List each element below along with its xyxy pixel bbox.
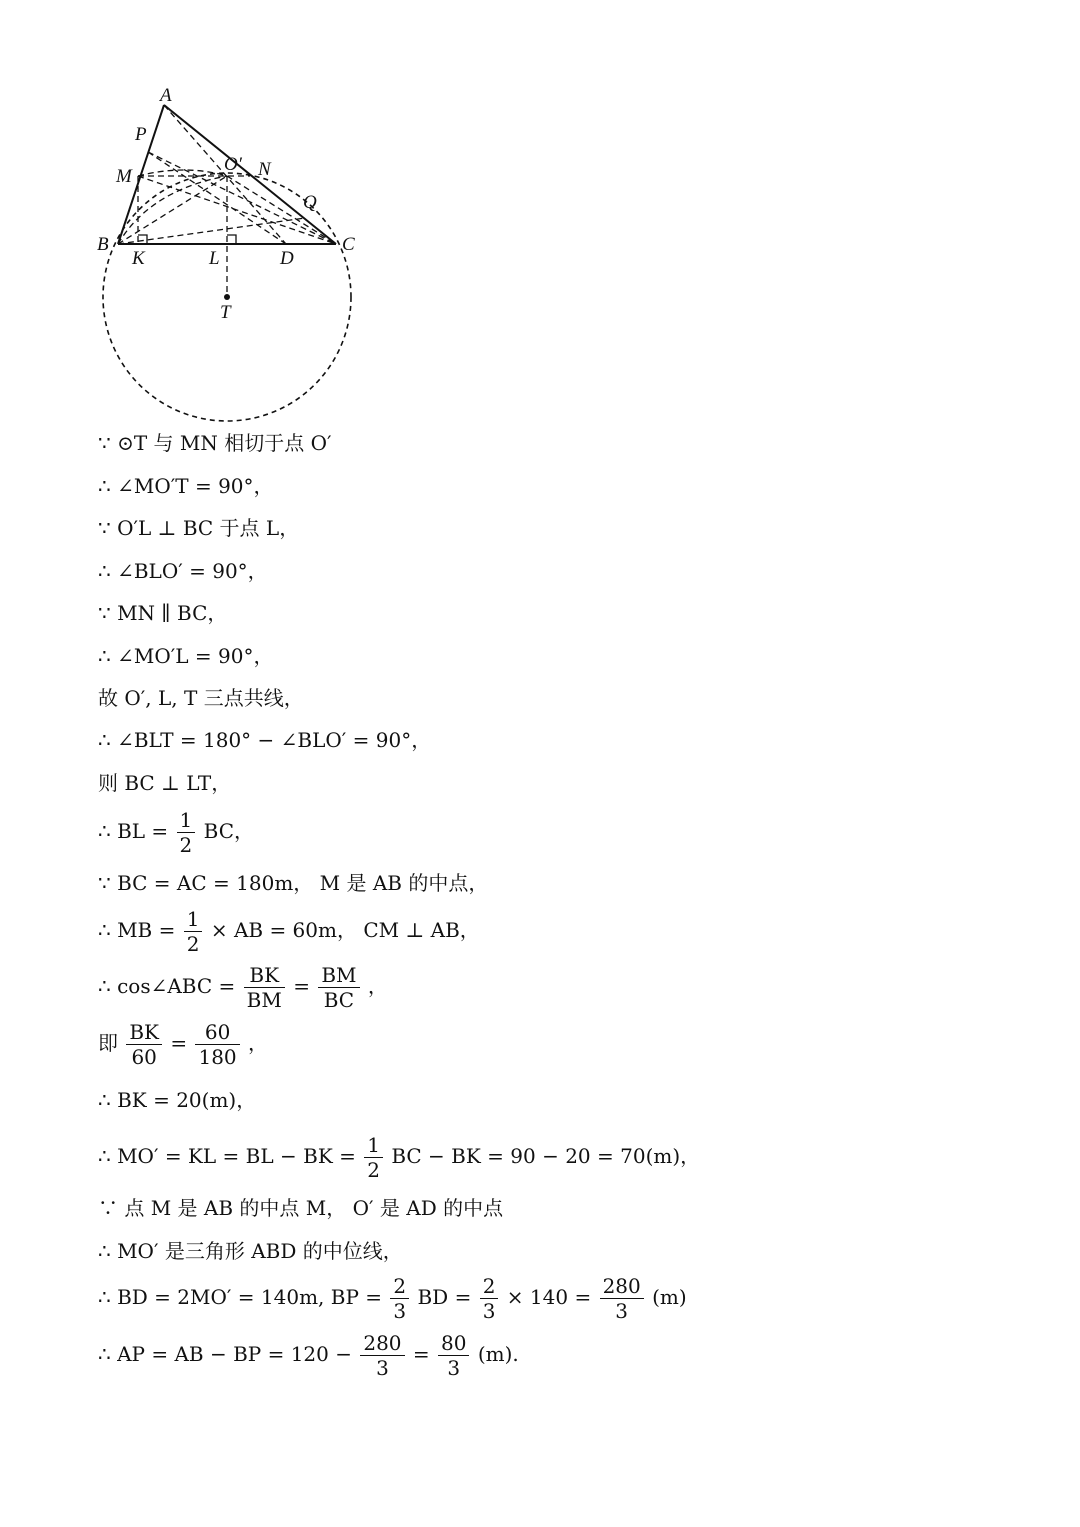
fraction: $\frac{1}{2}$ [184, 907, 203, 956]
solution-line-6: ∴ ∠MO′L = 90°， [98, 644, 274, 668]
solution-line-15: ∴ BK = 20(m)， [98, 1088, 257, 1112]
right-angle-K [138, 235, 147, 244]
fraction: $\frac{BK}{BM}$ [244, 963, 285, 1012]
label-K: K [132, 248, 145, 269]
right-angle-L [227, 235, 236, 244]
label-T: T [220, 302, 231, 323]
solution-line-13: ∴ cos∠ABC = $\frac{BK}{BM}$ = $\frac{BM}{BC}$ ， [98, 963, 388, 1012]
solution-line-4: ∴ ∠BLO′ = 90°， [98, 559, 268, 583]
label-Q: Q [303, 192, 317, 213]
solution-line-7: 故 O′, L, T 三点共线， [98, 686, 304, 710]
fraction: $\frac{1}{2}$ [177, 808, 196, 857]
segment-BO [118, 176, 227, 244]
label-P: P [135, 124, 147, 145]
label-D: D [280, 248, 294, 269]
solution-line-17: ∵ 点 M 是 AB 的中点 M， O′ 是 AD 的中点 [98, 1196, 504, 1220]
solution-line-1: ∵ ⊙T 与 MN 相切于点 O′ [98, 431, 332, 455]
fraction: $\frac{80}{3}$ [438, 1331, 469, 1380]
geometry-figure [90, 80, 380, 425]
label-N: N [258, 159, 271, 180]
solution-line-16: ∴ MO′ = KL = BL − BK = $\frac{1}{2}$ BC − BK = 90 − 20 = 70(m)， [98, 1133, 701, 1182]
solution-line-20: ∴ AP = AB − BP = 120 − $\frac{280}{3}$ = $\frac{80}{3}$ (m). [98, 1331, 519, 1380]
solution-line-18: ∴ MO′ 是三角形 ABD 的中位线， [98, 1239, 403, 1263]
fraction: $\frac{BM}{BC}$ [318, 963, 359, 1012]
point-T [224, 294, 230, 300]
solution-line-5: ∵ MN ∥ BC， [98, 601, 228, 625]
solution-line-19: ∴ BD = 2MO′ = 140m, BP = $\frac{2}{3}$ BD = $\frac{2}{3}$ × 140 = $\frac{280}{3}$ (m) [98, 1274, 687, 1323]
fraction: $\frac{280}{3}$ [600, 1274, 644, 1323]
fraction: $\frac{2}{3}$ [480, 1274, 499, 1323]
fraction: $\frac{60}{180}$ [195, 1020, 239, 1069]
label-L: L [209, 248, 220, 269]
label-C: C [342, 234, 355, 255]
fraction: $\frac{BK}{60}$ [126, 1020, 162, 1069]
solution-line-9: 则 BC ⊥ LT， [98, 771, 232, 795]
solution-line-14: 即 $\frac{BK}{60}$ = $\frac{60}{180}$ ， [98, 1020, 269, 1069]
label-O: O′ [224, 154, 242, 175]
segment-BQ [118, 218, 305, 244]
fraction: $\frac{280}{3}$ [360, 1331, 404, 1380]
solution-line-10: ∴ BL = $\frac{1}{2}$ BC， [98, 808, 255, 857]
label-A: A [160, 85, 172, 106]
fraction: $\frac{1}{2}$ [364, 1133, 383, 1182]
solution-line-12: ∴ MB = $\frac{1}{2}$ × AB = 60m， CM ⊥ AB， [98, 907, 480, 956]
solution-line-11: ∵ BC = AC = 180m， M 是 AB 的中点， [98, 871, 489, 895]
solution-line-2: ∴ ∠MO′T = 90°， [98, 474, 274, 498]
label-M: M [116, 166, 132, 187]
solution-line-3: ∵ O′L ⊥ BC 于点 L， [98, 516, 300, 540]
fraction: $\frac{2}{3}$ [390, 1274, 409, 1323]
segment-AC [164, 105, 336, 244]
solution-line-8: ∴ ∠BLT = 180° − ∠BLO′ = 90°， [98, 728, 432, 752]
label-B: B [97, 234, 109, 255]
